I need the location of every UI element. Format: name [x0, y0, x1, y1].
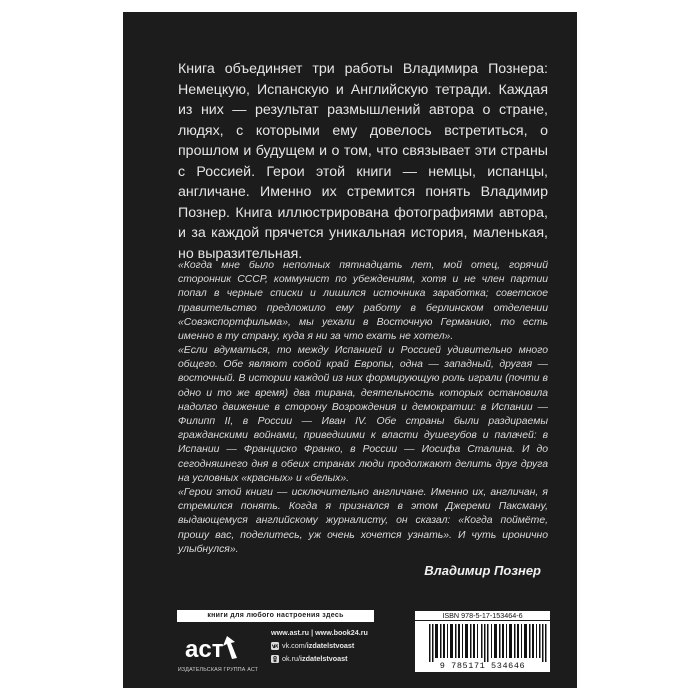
- vk-icon: [271, 642, 279, 650]
- barcode-number: 9 785171 534646: [439, 661, 526, 671]
- publisher-links: [271, 626, 368, 665]
- websites-row: [271, 626, 368, 639]
- barcode: [415, 621, 550, 672]
- ok-link[interactable]: ok.ru/izdatelstvoast: [282, 654, 348, 663]
- slogan-badge: книги для любого настроения здесь: [177, 610, 374, 622]
- ast-logo: [185, 632, 243, 664]
- quote-2: «Если вдуматься, то между Испанией и Россией удивительно много общего. Обе являют собой край Европы, одна — западный, другая — восточный. В истории каждой из них формирующую роль играли (почти в одно и то же время) два тирана, деятельность которых остановила надолго движение в сторону Возрождения и демократии: в Испании — Филипп II, в России — Иван IV. Обе страны были раздираемы гражданскими войнами, приведшими к власти душегубов и палачей: в Испании — Франциско Франко, в России — Иосифа Сталина. И до сегодняшнего дня в обеих странах люди продолжают делить друг друга на условных «красных» и «белых».: [178, 345, 548, 484]
- websites-text[interactable]: www.ast.ru | www.book24.ru: [271, 628, 368, 637]
- vk-link[interactable]: vk.com/izdatelstvoast: [282, 641, 355, 650]
- barcode-bars: [429, 624, 547, 662]
- publisher-name: ИЗДАТЕЛЬСКАЯ ГРУППА АСТ: [177, 667, 259, 673]
- book-back-cover: [123, 12, 577, 688]
- logo-text: аст: [185, 636, 224, 663]
- ok-row: [271, 652, 368, 665]
- description-paragraph: Книга объединяет три работы Владимира Познера: Немецкую, Испанскую и Английскую тетради. Каждая из них — результат размышлений автора о стране, людях, с которыми ему довелось встретиться, о прошлом и будущем и о том, что связывает эти страны с Россией. Герои этой книги — немцы, испанцы, англичане. Именно их стремится понять Владимир Познер. Книга иллюстрирована фотографиями автора, и за каждой прячется уникальная история, маленькая, но выразительная.: [178, 61, 548, 262]
- author-signature: Владимир Познер: [424, 563, 541, 578]
- vk-row: [271, 639, 368, 652]
- quote-3: «Герои этой книги — исключительно англичане. Именно их, англичан, я стремился понять. Когда я признался в этом Джереми Паксману, выдающемуся английскому журналисту, он сказал: «Когда поймёте, прошу вас, поделитесь, уж очень хочется узнать». И чуть иронично улыбнулся».: [178, 487, 548, 555]
- isbn-label: ISBN 978-5-17-153464-6: [415, 611, 550, 620]
- quote-1: «Когда мне было неполных пятнадцать лет, мой отец, горячий сторонник СССР, коммунист по убеждениям, хотя и не член партии попал в черные списки и лишился источника заработка; советское правительство предложило ему работу в берлинском отделении «Совэкспортфильма», мы уехали в Восточную Германию, то есть именно в ту страну, куда я ни за что ехать не хотел».: [178, 260, 548, 343]
- ok-icon: [271, 655, 279, 663]
